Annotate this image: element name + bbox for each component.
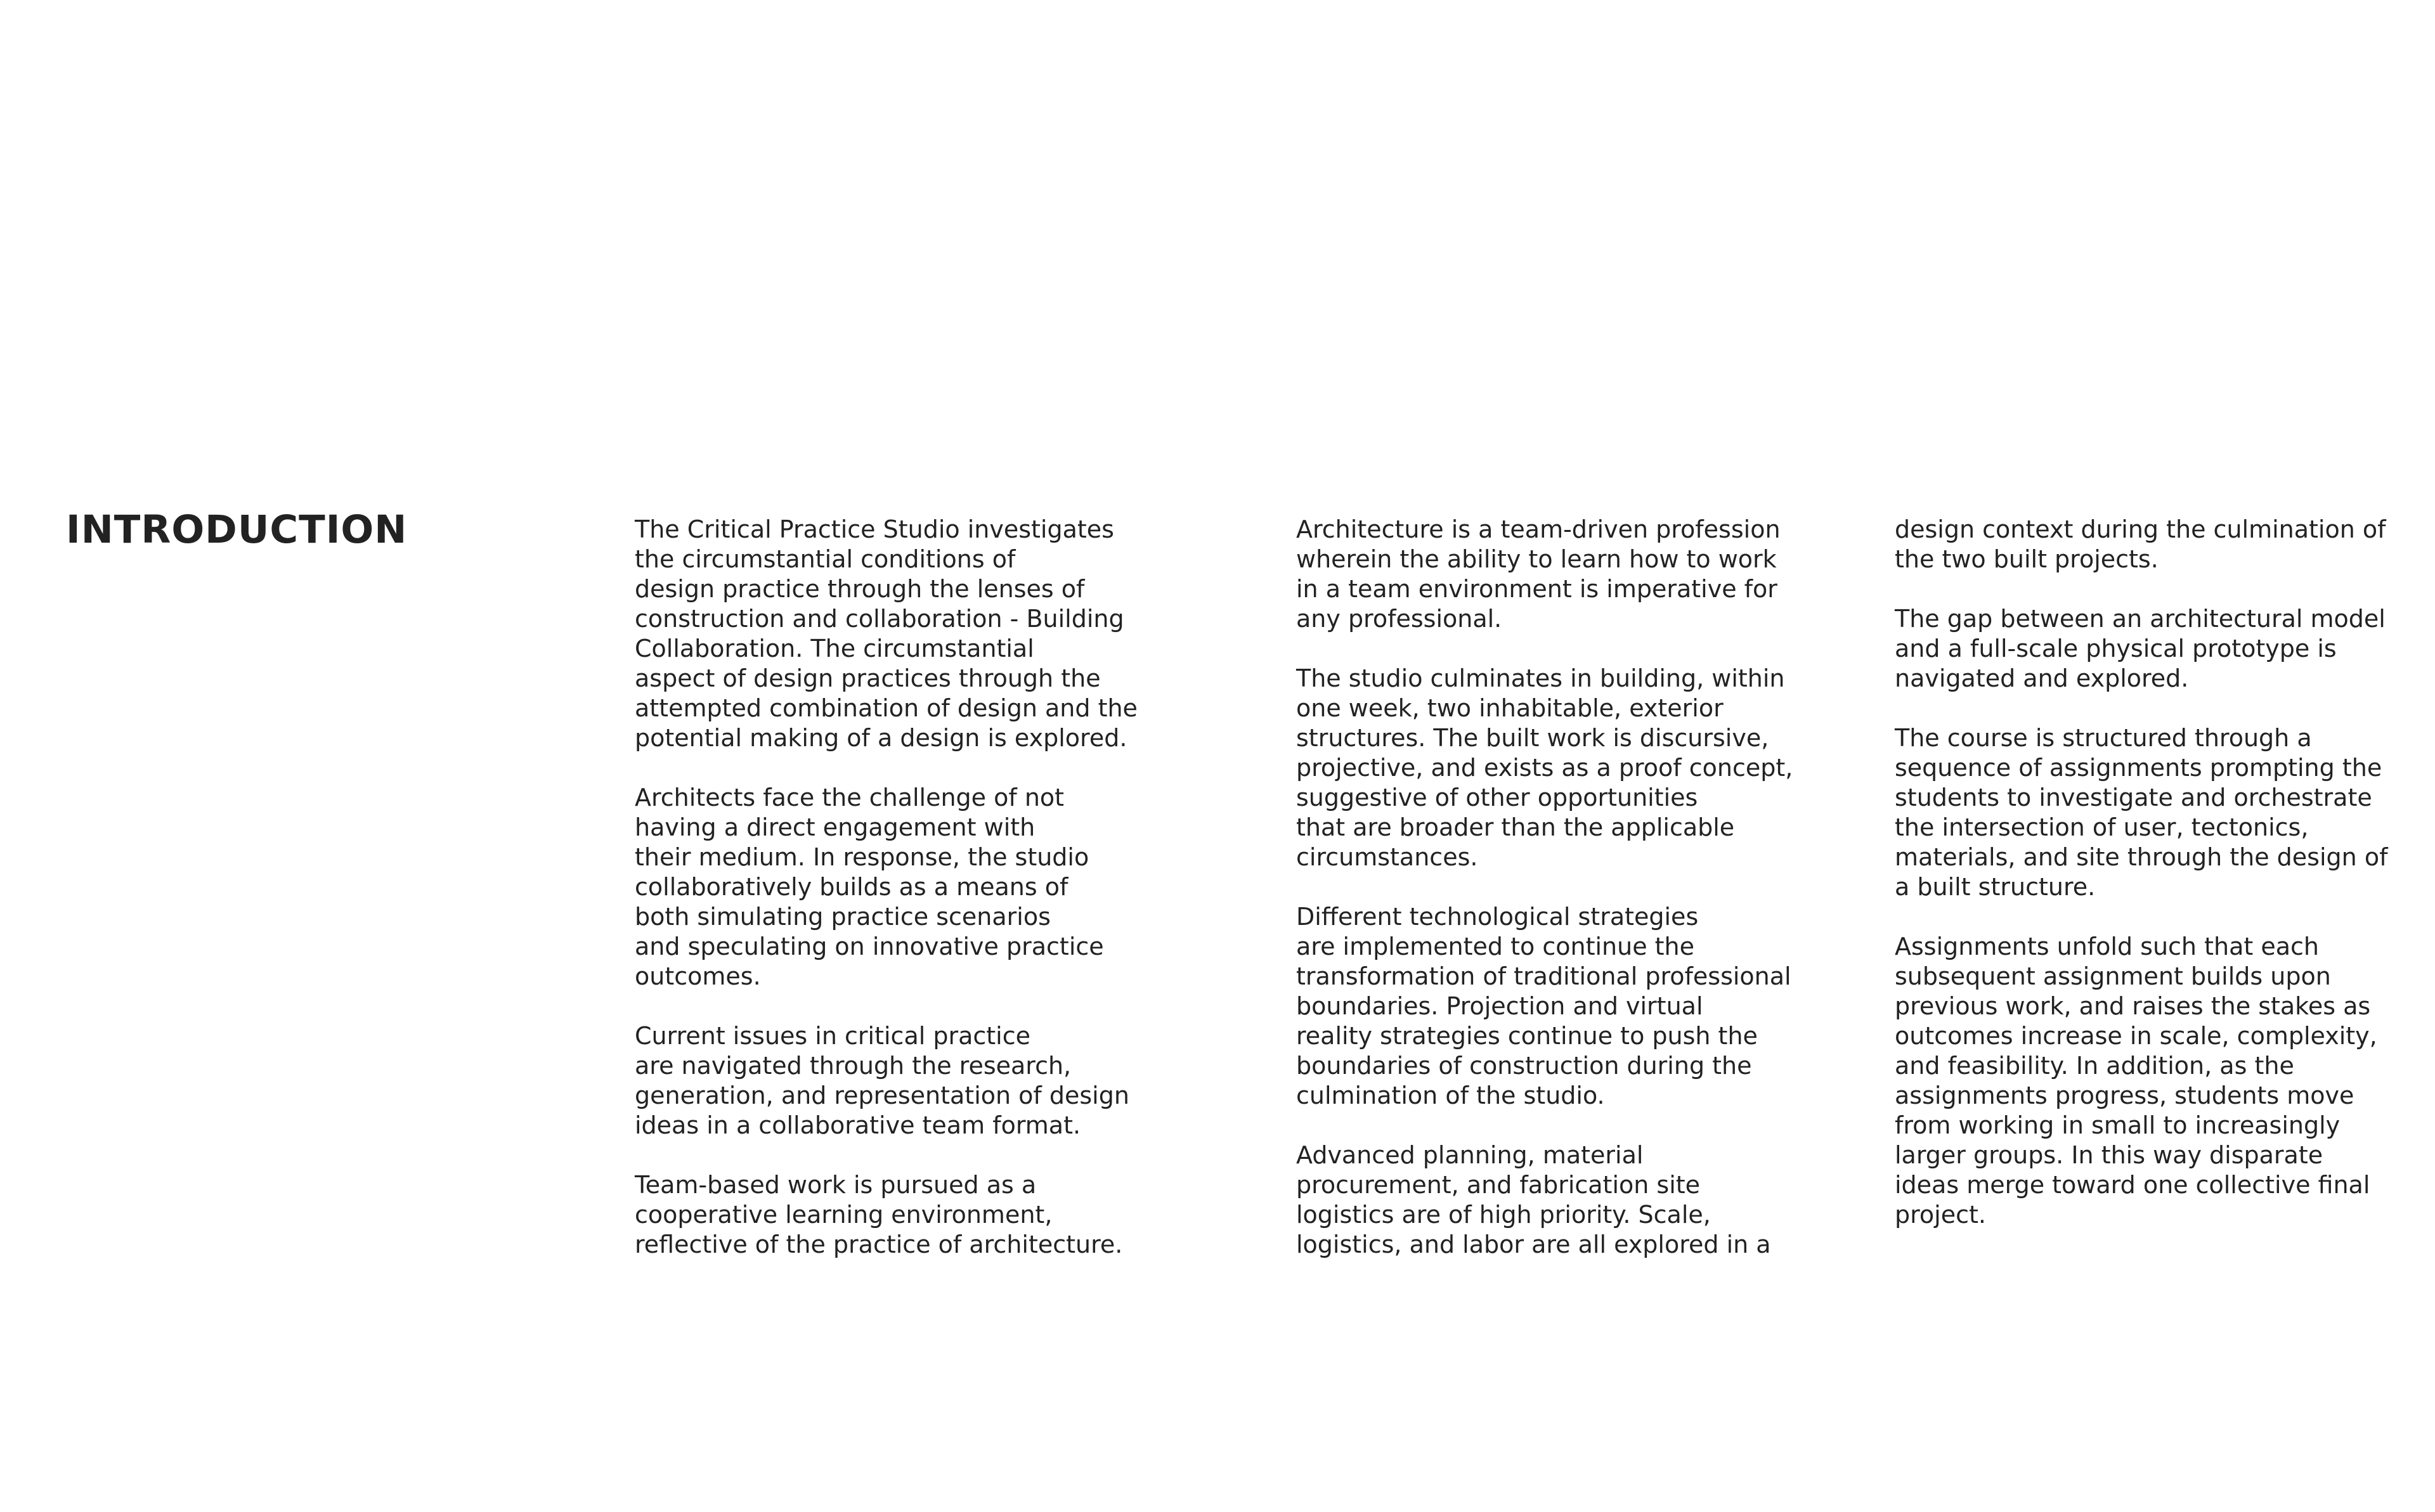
paragraph bbox=[1895, 932, 2421, 1230]
text-line: design practice through the lenses of bbox=[635, 575, 1085, 603]
text-line: ideas in a collaborative team format. bbox=[635, 1111, 1081, 1139]
text-line: collaboratively builds as a means of bbox=[635, 873, 1068, 901]
text-line: attempted combination of design and the bbox=[635, 694, 1138, 722]
text-column-3 bbox=[1895, 515, 2421, 1260]
text-line: Advanced planning, material bbox=[1296, 1141, 1644, 1169]
text-line: culmination of the studio. bbox=[1296, 1082, 1605, 1109]
text-line: Team-based work is pursued as a bbox=[635, 1171, 1037, 1199]
page-title: INTRODUCTION bbox=[66, 507, 408, 552]
text-line: sequence of assignments prompting the bbox=[1895, 754, 2382, 782]
text-line: wherein the ability to learn how to work bbox=[1296, 545, 1777, 573]
text-line: Architects face the challenge of not bbox=[635, 784, 1065, 811]
text-line: projective, and exists as a proof concept, bbox=[1296, 754, 1793, 782]
text-line: having a direct engagement with bbox=[635, 813, 1036, 841]
text-line: are implemented to continue the bbox=[1296, 933, 1695, 960]
text-line: ideas merge toward one collective final bbox=[1895, 1171, 2370, 1199]
text-line: design context during the culmination of bbox=[1895, 515, 2386, 543]
text-line: procurement, and fabrication site bbox=[1296, 1171, 1701, 1199]
paragraph bbox=[1895, 515, 2421, 574]
text-line: one week, two inhabitable, exterior bbox=[1296, 694, 1724, 722]
text-line: and a full-scale physical prototype is bbox=[1895, 635, 2337, 662]
text-line: navigated and explored. bbox=[1895, 664, 2189, 692]
text-column-2 bbox=[1296, 515, 1841, 1289]
text-line: Different technological strategies bbox=[1296, 903, 1699, 931]
text-line: construction and collaboration - Building bbox=[635, 605, 1124, 633]
text-line: outcomes. bbox=[635, 962, 761, 990]
text-line: aspect of design practices through the bbox=[635, 664, 1101, 692]
text-line: Current issues in critical practice bbox=[635, 1022, 1031, 1050]
text-line: circumstances. bbox=[1296, 843, 1478, 871]
text-line: and feasibility. In addition, as the bbox=[1895, 1052, 2294, 1080]
text-line: logistics are of high priority. Scale, bbox=[1296, 1201, 1711, 1229]
text-line: the circumstantial conditions of bbox=[635, 545, 1016, 573]
text-line: previous work, and raises the stakes as bbox=[1895, 992, 2371, 1020]
text-line: potential making of a design is explored. bbox=[635, 724, 1127, 752]
paragraph bbox=[635, 1170, 1180, 1260]
paragraph bbox=[1895, 723, 2421, 902]
paragraph bbox=[1296, 664, 1841, 872]
paragraph bbox=[635, 515, 1180, 753]
text-line: both simulating practice scenarios bbox=[635, 903, 1051, 931]
text-line: suggestive of other opportunities bbox=[1296, 784, 1698, 811]
text-line: assignments progress, students move bbox=[1895, 1082, 2354, 1109]
text-line: project. bbox=[1895, 1201, 1986, 1229]
text-line: The course is structured through a bbox=[1895, 724, 2312, 752]
paragraph bbox=[635, 783, 1180, 992]
text-line: the two built projects. bbox=[1895, 545, 2159, 573]
text-line: cooperative learning environment, bbox=[635, 1201, 1053, 1229]
paragraph bbox=[1895, 604, 2421, 694]
text-line: a built structure. bbox=[1895, 873, 2096, 901]
text-line: students to investigate and orchestrate bbox=[1895, 784, 2372, 811]
text-line: The Critical Practice Studio investigates bbox=[635, 515, 1114, 543]
text-column-1 bbox=[635, 515, 1180, 1289]
text-line: generation, and representation of design bbox=[635, 1082, 1129, 1109]
text-line: Collaboration. The circumstantial bbox=[635, 635, 1034, 662]
paragraph bbox=[1296, 1140, 1841, 1260]
text-line: reflective of the practice of architecture. bbox=[635, 1231, 1123, 1258]
text-line: the intersection of user, tectonics, bbox=[1895, 813, 2309, 841]
text-line: in a team environment is imperative for bbox=[1296, 575, 1777, 603]
text-line: any professional. bbox=[1296, 605, 1502, 633]
text-line: boundaries. Projection and virtual bbox=[1296, 992, 1703, 1020]
text-line: their medium. In response, the studio bbox=[635, 843, 1089, 871]
text-line: materials, and site through the design of bbox=[1895, 843, 2388, 871]
text-line: Architecture is a team-driven profession bbox=[1296, 515, 1781, 543]
text-line: that are broader than the applicable bbox=[1296, 813, 1735, 841]
paragraph bbox=[635, 1021, 1180, 1140]
text-line: outcomes increase in scale, complexity, bbox=[1895, 1022, 2377, 1050]
text-line: boundaries of construction during the bbox=[1296, 1052, 1752, 1080]
text-line: Assignments unfold such that each bbox=[1895, 933, 2319, 960]
paragraph bbox=[1296, 902, 1841, 1111]
text-line: structures. The built work is discursive, bbox=[1296, 724, 1769, 752]
text-line: logistics, and labor are all explored in a bbox=[1296, 1231, 1771, 1258]
text-line: larger groups. In this way disparate bbox=[1895, 1141, 2323, 1169]
text-line: from working in small to increasingly bbox=[1895, 1111, 2341, 1139]
text-line: The gap between an architectural model bbox=[1895, 605, 2386, 633]
text-line: and speculating on innovative practice bbox=[635, 933, 1104, 960]
paragraph bbox=[1296, 515, 1841, 634]
text-line: The studio culminates in building, within bbox=[1296, 664, 1785, 692]
text-line: transformation of traditional professional bbox=[1296, 962, 1791, 990]
text-line: reality strategies continue to push the bbox=[1296, 1022, 1758, 1050]
text-line: are navigated through the research, bbox=[635, 1052, 1072, 1080]
text-line: subsequent assignment builds upon bbox=[1895, 962, 2331, 990]
